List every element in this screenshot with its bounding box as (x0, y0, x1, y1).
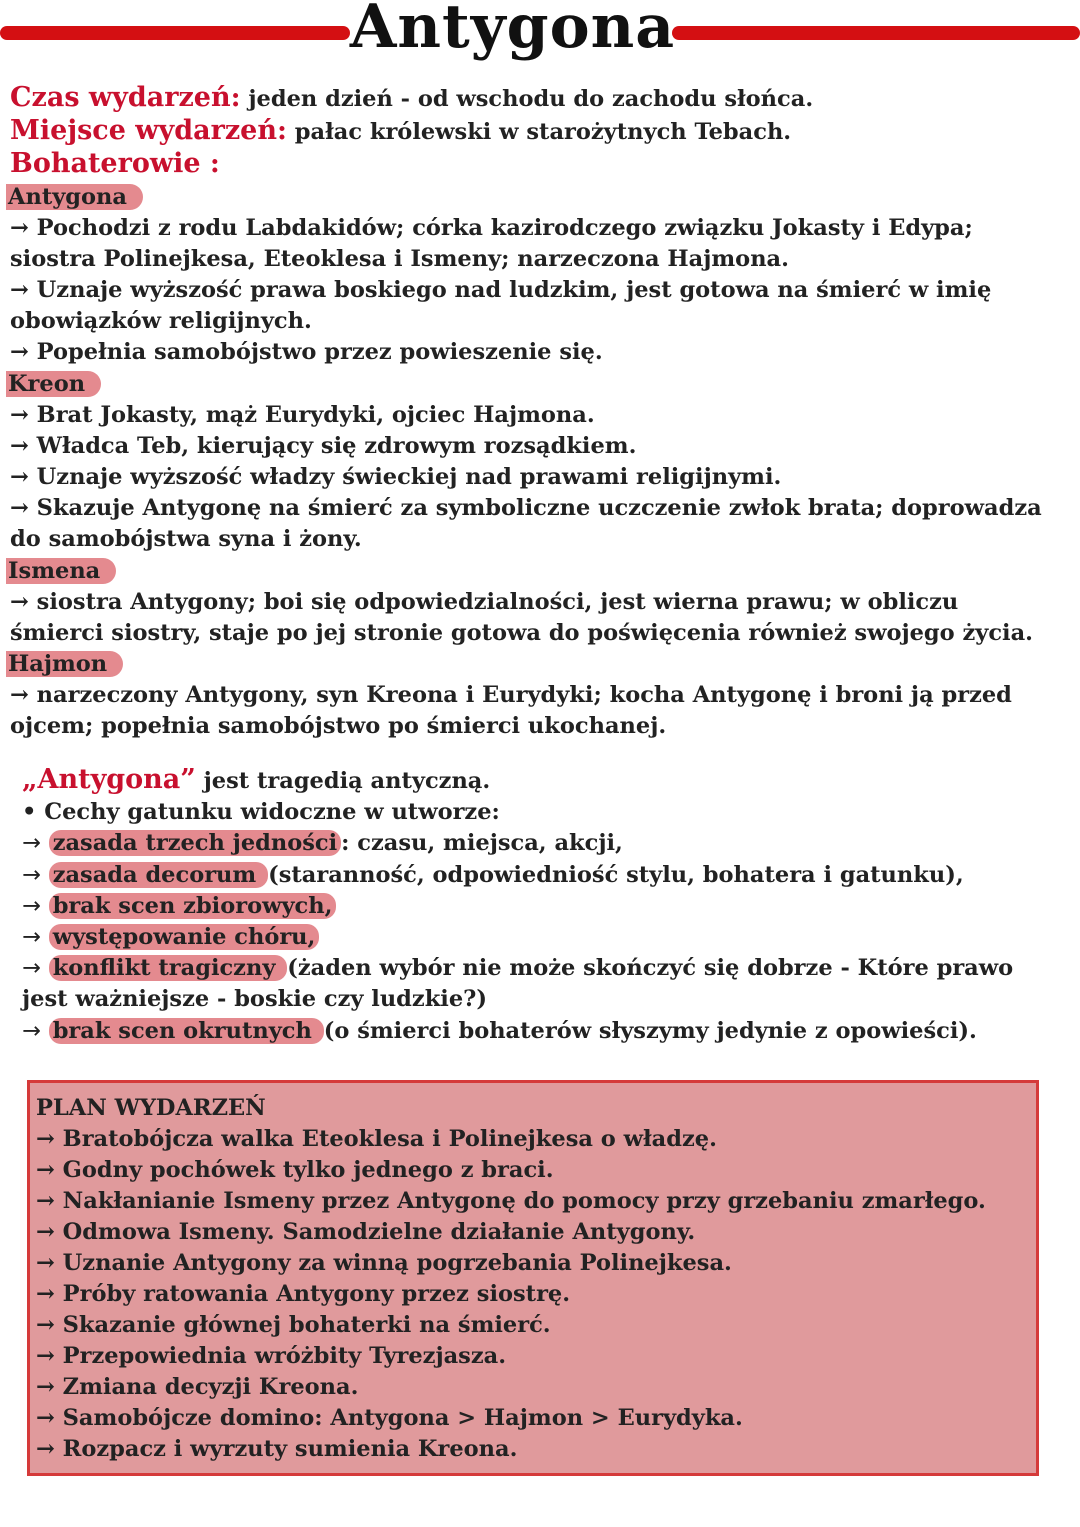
feature-item (22, 891, 1062, 922)
title-row (0, 0, 1080, 64)
features-heading: • Cechy gatunku widoczne w utworze: (22, 799, 500, 826)
feature-item (22, 922, 1062, 953)
hero-name-antygona: Antygona (6, 184, 143, 210)
feature-rest: (staranność, odpowiedniość stylu, bohatera i gatunku), (268, 861, 964, 888)
fact-label: Bohaterowie : (10, 148, 220, 180)
fact-text: pałac królewski w starożytnych Tebach. (286, 119, 792, 146)
plan-item: → Bratobójcza walka Eteoklesa i Polinejkesa o władzę. (36, 1126, 717, 1152)
title-bar-right (672, 26, 1080, 40)
plan-item: → Próby ratowania Antygony przez siostrę. (36, 1281, 571, 1307)
hero-line: → Uznaje wyższość prawa boskiego nad ludzkim, jest gotowa na śmierć w imię (10, 277, 992, 304)
genre-title-rest: jest tragedią antyczną. (195, 768, 491, 794)
feature-highlight: konflikt tragiczny (49, 955, 288, 981)
plan-item: → Uznanie Antygony za winną pogrzebania Polinejkesa. (36, 1250, 732, 1276)
hero-line: obowiązków religijnych. (10, 308, 312, 335)
fact-place (10, 115, 1075, 148)
hero-line: do samobójstwa syna i żony. (10, 526, 362, 553)
hero-name-hajmon: Hajmon (6, 651, 123, 677)
plan-item: → Nakłanianie Ismeny przez Antygonę do pomocy przy grzebaniu zmarłego. (36, 1188, 986, 1214)
hero-line: → Skazuje Antygonę na śmierć za symboliczne uczczenie zwłok brata; doprowadza (10, 495, 1042, 522)
feature-item (22, 953, 1062, 984)
fact-label: Czas wydarzeń: (10, 82, 241, 113)
arrow-icon: → (22, 924, 41, 951)
feature-highlight: brak scen okrutnych (49, 1018, 324, 1044)
hero-name-kreon: Kreon (6, 371, 101, 397)
feature-rest: (o śmierci bohaterów słyszymy jedynie z opowieści). (323, 1017, 977, 1044)
hero-line: → Popełnia samobójstwo przez powieszenie się. (10, 339, 603, 366)
hero-line: ojcem; popełnia samobójstwo po śmierci ukochanej. (10, 713, 667, 740)
hero-line: → Władca Teb, kierujący się zdrowym rozsądkiem. (10, 432, 637, 459)
plan-item: → Samobójcze domino: Antygona > Hajmon > Eurydyka. (36, 1405, 743, 1431)
page-title: Antygona (349, 0, 676, 62)
arrow-icon: → (22, 830, 41, 857)
hero-line: → siostra Antygony; boi się odpowiedzialności, jest wierna prawu; w obliczu (10, 588, 959, 615)
feature-continuation: jest ważniejsze - boskie czy ludzkie?) (22, 986, 487, 1013)
genre-section (22, 764, 1062, 1047)
intro-section (10, 82, 1075, 742)
title-bar-left (0, 26, 350, 40)
hero-line: siostra Polinejkesa, Eteoklesa i Ismeny; narzeczona Hajmona. (10, 245, 789, 272)
plan-heading: PLAN WYDARZEŃ (36, 1095, 266, 1121)
hero-name-ismena: Ismena (6, 558, 116, 584)
plan-item: → Przepowiednia wróżbity Tyrezjasza. (36, 1343, 507, 1369)
genre-title (22, 764, 1062, 797)
hero-line: → Uznaje wyższość władzy świeckiej nad prawami religijnymi. (10, 464, 782, 491)
feature-rest: : czasu, miejsca, akcji, (341, 830, 623, 857)
feature-item (22, 860, 1062, 891)
arrow-icon: → (22, 955, 41, 982)
fact-text: jeden dzień - od wschodu do zachodu słońca. (240, 86, 814, 112)
feature-highlight: zasada trzech jedności (49, 830, 341, 856)
feature-highlight: występowanie chóru, (49, 924, 320, 950)
fact-characters (10, 148, 1075, 181)
hero-line: śmierci siostry, staje po jej stronie gotowa do poświęcenia również swojego życia. (10, 619, 1034, 646)
plan-item: → Odmowa Ismeny. Samodzielne działanie Antygony. (36, 1219, 696, 1245)
genre-title-quoted: „Antygona” (22, 764, 196, 795)
feature-rest: (żaden wybór nie może skończyć się dobrze - Które prawo (287, 955, 1014, 982)
plan-item: → Rozpacz i wyrzuty sumienia Kreona. (36, 1436, 518, 1462)
feature-item (22, 828, 1062, 859)
hero-line: → Brat Jokasty, mąż Eurydyki, ojciec Hajmona. (10, 401, 595, 428)
plan-item: → Godny pochówek tylko jednego z braci. (36, 1157, 554, 1183)
feature-item (22, 1016, 1062, 1047)
hero-line: → narzeczony Antygony, syn Kreona i Eurydyki; kocha Antygonę i broni ją przed (10, 682, 1012, 709)
arrow-icon: → (22, 1017, 41, 1044)
feature-highlight: zasada decorum (49, 862, 268, 888)
plan-item: → Zmiana decyzji Kreona. (36, 1374, 359, 1400)
plan-box (27, 1080, 1039, 1476)
hero-line: → Pochodzi z rodu Labdakidów; córka kazirodczego związku Jokasty i Edypa; (10, 214, 973, 241)
fact-label: Miejsce wydarzeń: (10, 115, 287, 147)
arrow-icon: → (22, 892, 41, 919)
fact-time (10, 82, 1075, 115)
feature-highlight: brak scen zbiorowych, (49, 893, 337, 919)
plan-item: → Skazanie głównej bohaterki na śmierć. (36, 1312, 551, 1338)
arrow-icon: → (22, 861, 41, 888)
